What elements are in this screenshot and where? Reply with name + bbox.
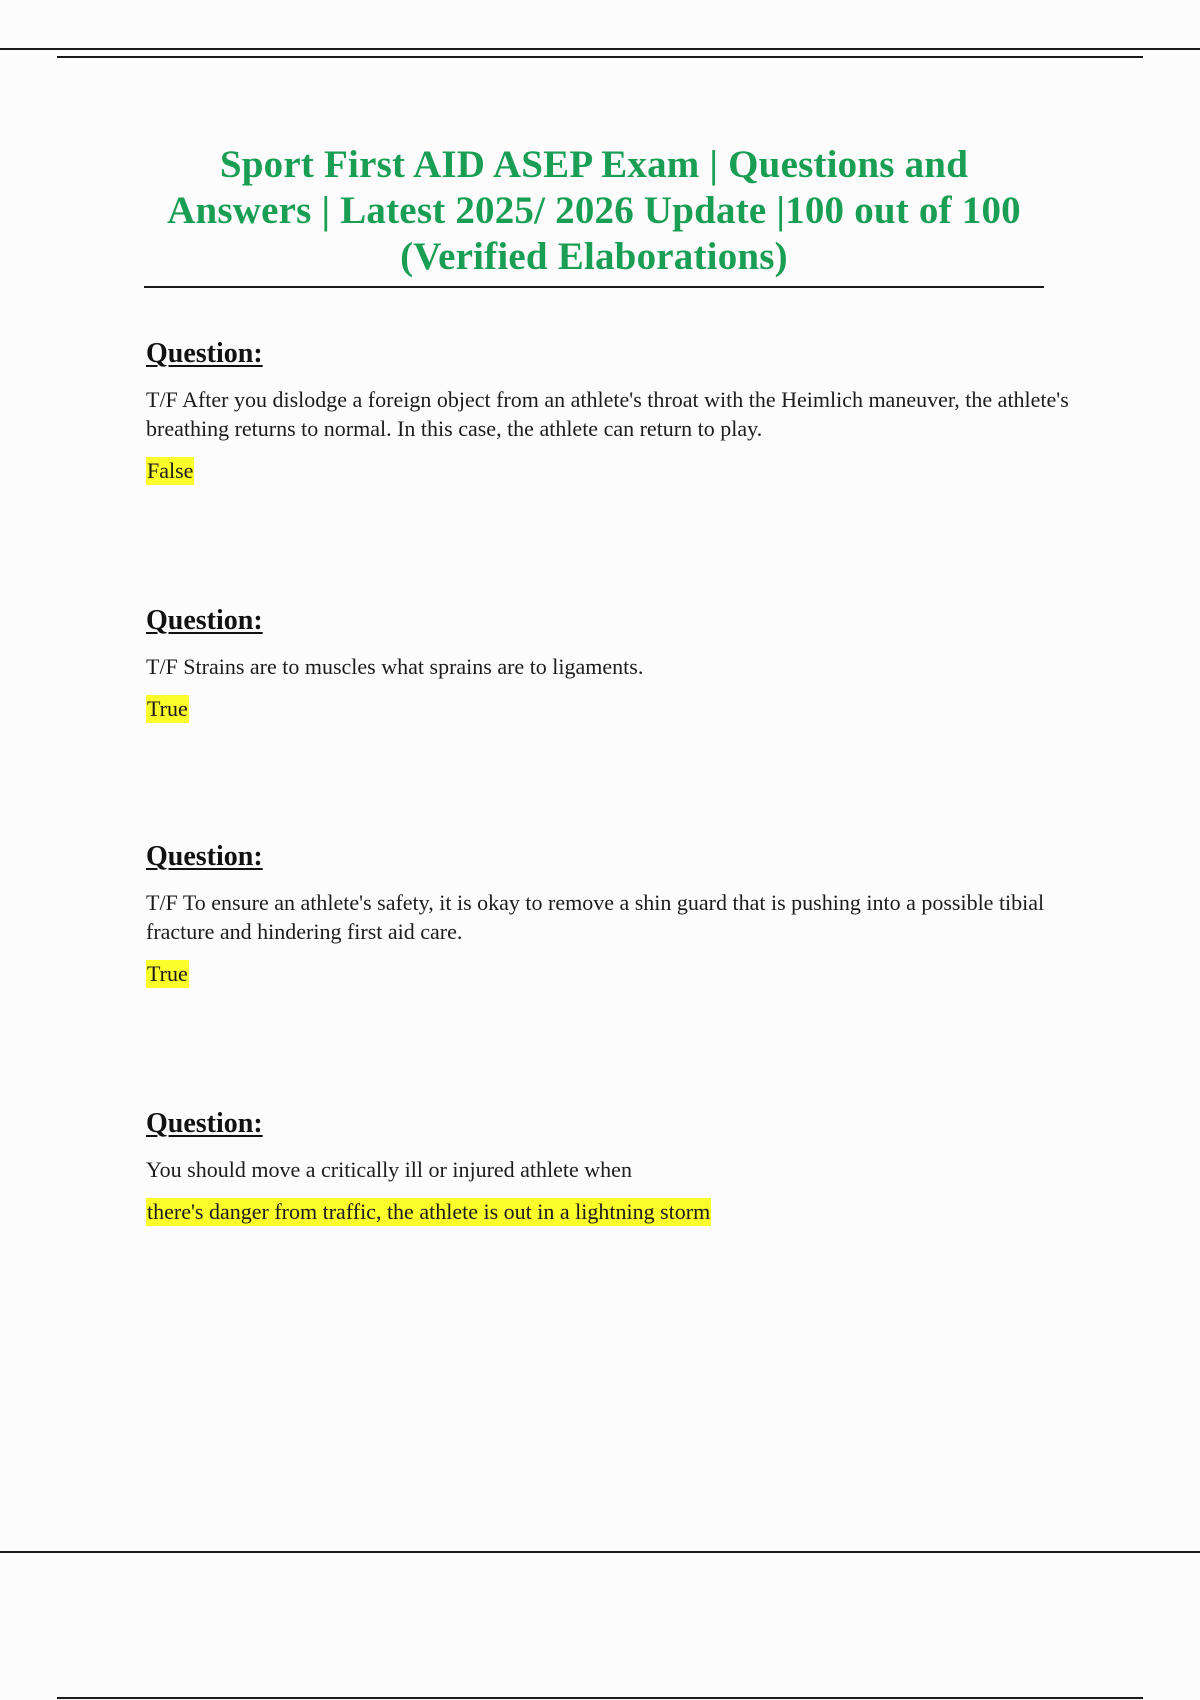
question-block-3 xyxy=(146,840,1086,988)
question-block-2 xyxy=(146,604,1086,723)
question-text: T/F After you dislodge a foreign object from an athlete's throat with the Heimlich maneuver, the athlete's breathing returns to normal. In this case, the athlete can return to play. xyxy=(146,387,1069,441)
answer-highlight: True xyxy=(147,696,188,721)
question-heading: Question: xyxy=(146,605,263,636)
title-underline xyxy=(144,286,1044,288)
top-page-rule xyxy=(0,48,1200,50)
title-block xyxy=(144,142,1044,280)
answer-highlight: False xyxy=(147,458,194,483)
question-heading: Question: xyxy=(146,1108,263,1139)
question-block-4 xyxy=(146,1107,1086,1226)
header-rule xyxy=(57,56,1143,58)
bottom-rule xyxy=(57,1697,1143,1699)
question-block-1 xyxy=(146,337,1086,485)
question-text: T/F To ensure an athlete's safety, it is okay to remove a shin guard that is pushing into a possible tibial fracture and hindering first aid care. xyxy=(146,890,1045,944)
question-text: T/F Strains are to muscles what sprains are to ligaments. xyxy=(146,654,644,679)
question-text: You should move a critically ill or injured athlete when xyxy=(146,1157,632,1182)
question-heading: Question: xyxy=(146,338,263,369)
answer-highlight: True xyxy=(147,961,188,986)
answer-highlight: there's danger from traffic, the athlete is out in a lightning storm xyxy=(147,1199,711,1224)
footer-page-rule xyxy=(0,1551,1200,1553)
document-title: Sport First AID ASEP Exam | Questions and Answers | Latest 2025/ 2026 Update |100 out of 100 (Verified Elaborations) xyxy=(167,143,1021,278)
question-heading: Question: xyxy=(146,841,263,872)
